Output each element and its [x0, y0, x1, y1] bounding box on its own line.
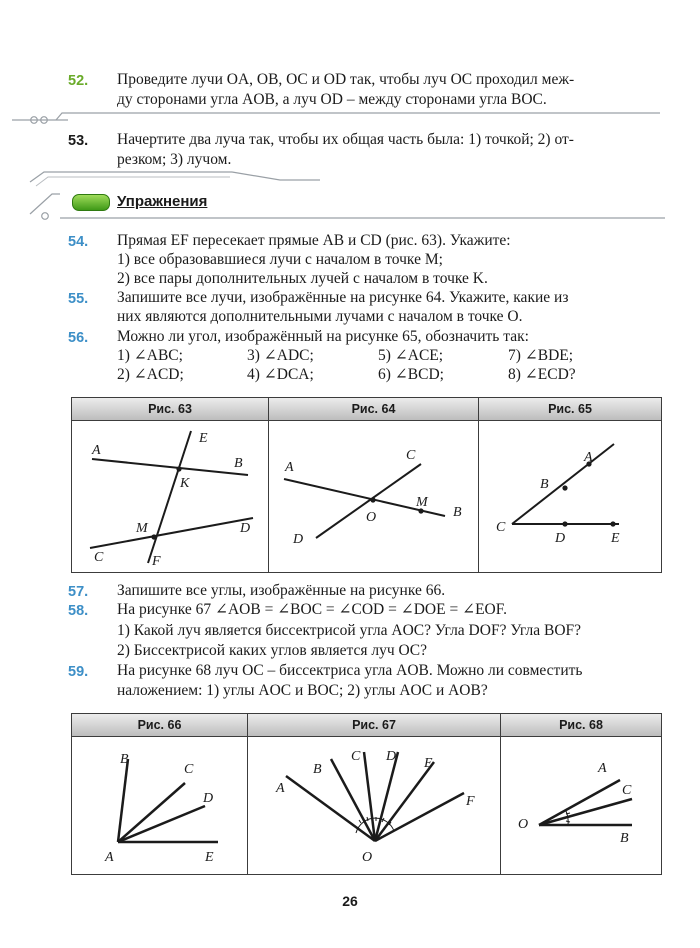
- figure-64: [269, 421, 477, 571]
- task-text-line: 1) Какой луч является биссектрисой угла AOC? Угла DOF? Угла BOF?: [117, 622, 582, 639]
- ray-oa: [539, 780, 620, 825]
- label-f: F: [152, 554, 161, 569]
- fig63-title: Рис. 63: [148, 402, 192, 416]
- label-d: D: [386, 749, 397, 764]
- fig65-title: Рис. 65: [548, 402, 592, 416]
- figure-66: [72, 737, 247, 873]
- option: 4) ∠DCA;: [247, 366, 314, 383]
- task-text-line: ду сторонами угла AOB, а луч OD – между сторонами угла BOC.: [117, 91, 547, 108]
- label-d: D: [203, 791, 214, 806]
- fig67-title: Рис. 67: [352, 718, 396, 732]
- label-a: A: [584, 450, 593, 465]
- label-e: E: [611, 531, 620, 546]
- ray-oc: [539, 799, 632, 825]
- label-o: O: [366, 510, 377, 525]
- option: 2) ∠ACD;: [117, 366, 184, 383]
- task-text-line: резком; 3) лучом.: [117, 151, 232, 168]
- label-b: B: [313, 762, 322, 777]
- label-b: B: [234, 456, 243, 471]
- label-a: A: [92, 443, 101, 458]
- label-d: D: [240, 521, 251, 536]
- label-e: E: [424, 756, 433, 771]
- task-text-line: На рисунке 67 ∠AOB = ∠BOC = ∠COD = ∠DOE = ∠EOF.: [117, 601, 507, 618]
- line-cd: [90, 518, 253, 548]
- fig66-header: [72, 714, 247, 737]
- ray-of: [375, 793, 464, 841]
- label-e: E: [199, 431, 208, 446]
- option: 5) ∠ACE;: [378, 347, 444, 364]
- point-e: [610, 521, 615, 526]
- label-c: C: [94, 550, 104, 565]
- ray-ac: [118, 783, 185, 842]
- fig64-header: [269, 398, 478, 421]
- task-number: 57.: [68, 584, 89, 600]
- ray-ab: [118, 759, 128, 842]
- figure-68: [502, 737, 660, 873]
- point-b: [562, 485, 567, 490]
- point-d: [562, 521, 567, 526]
- figure-65: [479, 421, 660, 571]
- option: 1) ∠ABC;: [117, 347, 183, 364]
- divider: [500, 714, 501, 874]
- label-c: C: [622, 783, 632, 798]
- section-title: Упражнения: [117, 193, 208, 210]
- task-text-line: Запишите все лучи, изображённые на рисунке 64. Укажите, какие из: [117, 289, 569, 306]
- label-d: D: [293, 532, 304, 547]
- figure-67: [248, 737, 500, 873]
- label-a: A: [598, 761, 607, 776]
- task-text-line: 1) все образовавшиеся лучи с началом в точке M;: [117, 251, 443, 268]
- label-c: C: [351, 749, 361, 764]
- label-o: O: [362, 850, 373, 865]
- task-text-line: Прямая EF пересекает прямые AB и CD (рис. 63). Укажите:: [117, 232, 511, 249]
- task-number: 58.: [68, 603, 89, 619]
- ray-oe: [375, 762, 434, 841]
- fig65-header: [479, 398, 661, 421]
- label-a: A: [105, 850, 114, 865]
- task-text-line: Можно ли угол, изображённый на рисунке 65, обозначить так:: [117, 328, 529, 345]
- label-m: M: [136, 521, 148, 536]
- ray-c-d: [316, 464, 421, 538]
- point-m: [151, 534, 156, 539]
- label-a: A: [285, 460, 294, 475]
- fig64-title: Рис. 64: [351, 402, 396, 416]
- point-o: [370, 497, 375, 502]
- task-text-line: Начертите два луча так, чтобы их общая часть была: 1) точкой; 2) от-: [117, 131, 574, 148]
- label-b: B: [453, 505, 462, 520]
- label-k: K: [180, 476, 190, 491]
- label-e: E: [205, 850, 214, 865]
- ray-ad: [118, 806, 205, 842]
- task-text-line: наложением: 1) углы AOC и BOC; 2) углы AOC и AOB?: [117, 682, 488, 699]
- option: 8) ∠ECD?: [508, 366, 576, 383]
- ray-oa: [286, 776, 375, 841]
- line-ab: [92, 459, 248, 475]
- option: 3) ∠ADC;: [247, 347, 314, 364]
- task-number: 56.: [68, 330, 89, 346]
- label-c: C: [496, 520, 506, 535]
- label-b: B: [120, 752, 129, 767]
- label-o: O: [518, 817, 529, 832]
- fig68-title: Рис. 68: [559, 718, 603, 732]
- task-number: 54.: [68, 234, 89, 250]
- label-c: C: [184, 762, 194, 777]
- section-badge-icon: [72, 194, 110, 211]
- task-text-line: На рисунке 68 луч OC – биссектриса угла AOB. Можно ли совместить: [117, 662, 583, 679]
- label-a: A: [276, 781, 285, 796]
- task-text-line: них являются дополнительными лучами с началом в точке O.: [117, 308, 523, 325]
- option: 7) ∠BDE;: [508, 347, 574, 364]
- label-c: C: [406, 448, 416, 463]
- ray-ob: [331, 759, 375, 841]
- task-text-line: Проведите лучи OA, OB, OC и OD так, чтобы луч OC проходил меж-: [117, 71, 575, 88]
- ray-ca: [512, 444, 614, 524]
- label-b: B: [620, 831, 629, 846]
- task-number: 55.: [68, 291, 89, 307]
- task-text-line: 2) все пары дополнительных лучей с началом в точке K.: [117, 270, 488, 287]
- task-text-line: Запишите все углы, изображённые на рисунке 66.: [117, 582, 446, 599]
- fig66-title: Рис. 66: [137, 718, 182, 732]
- figure-63: [72, 421, 267, 571]
- ray-oc: [364, 752, 375, 841]
- point-k: [176, 466, 181, 471]
- task-number: 59.: [68, 664, 89, 680]
- fig67-header: [248, 714, 500, 737]
- label-f: F: [466, 794, 475, 809]
- label-b: B: [540, 477, 549, 492]
- page-number: 26: [342, 893, 358, 909]
- label-d: D: [555, 531, 566, 546]
- task-number: 52.: [68, 73, 89, 89]
- line-ef: [148, 431, 191, 563]
- fig68-header: [501, 714, 661, 737]
- option: 6) ∠BCD;: [378, 366, 444, 383]
- task-number: 53.: [68, 133, 89, 149]
- fig63-header: [72, 398, 268, 421]
- task-text-line: 2) Биссектрисой каких углов является луч OC?: [117, 642, 427, 659]
- label-m: M: [416, 495, 428, 510]
